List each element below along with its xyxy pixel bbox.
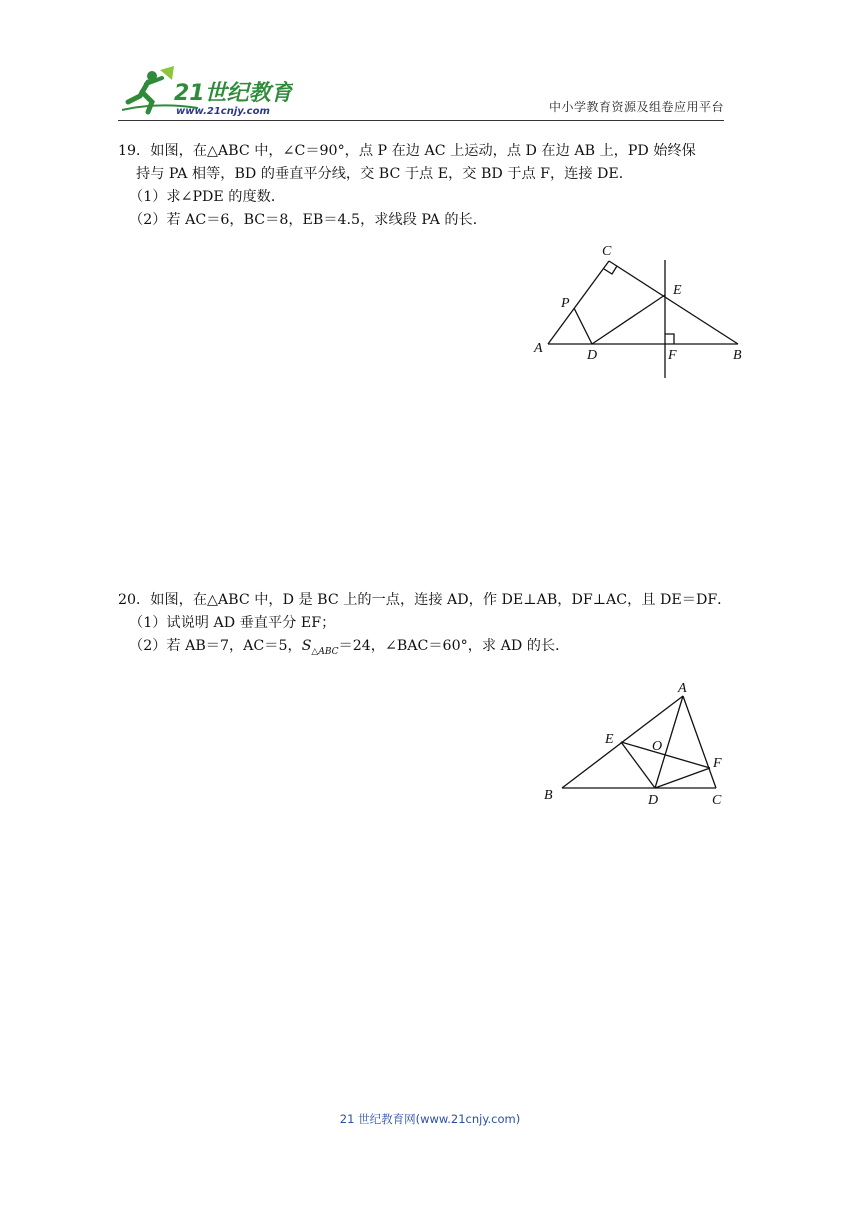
page-header: [118, 62, 724, 120]
q19-right-angle-f: [665, 334, 674, 344]
q20-label-f: F: [713, 756, 722, 771]
logo: [118, 62, 293, 118]
q20-label-e: E: [605, 732, 614, 747]
q20-segment-de: [621, 742, 655, 788]
q19-label-p: P: [561, 296, 570, 311]
q19-number: 19．: [118, 143, 151, 159]
q19-label-d: D: [587, 348, 598, 363]
q19-line1: [118, 140, 696, 163]
q19-label-f: F: [668, 348, 677, 363]
q20-part2-b: ＝24，∠BAC＝60°，求 AD 的长．: [338, 638, 570, 654]
q20-segment-ac: [683, 696, 716, 788]
q19-segment-cb: [609, 261, 738, 344]
q20-segment-df: [655, 768, 710, 788]
q19-label-b: B: [733, 348, 742, 363]
logo-url-text: www.21cnjy.com: [176, 106, 270, 117]
q20-area-subscript: △ABC: [311, 646, 339, 657]
q20-label-o: O: [652, 739, 663, 754]
q20-label-c: C: [712, 793, 722, 808]
q20-text-1: 如图，在△ABC 中，D 是 BC 上的一点，连接 AD，作 DE⊥AB，DF⊥AC，且 DE＝DF．: [150, 592, 732, 608]
logo-main-text: 21世纪教育: [174, 81, 293, 106]
q19-part2: （2）若 AC＝6，BC＝8，EB＝4.5，求线段 PA 的长．: [129, 212, 487, 228]
platform-name: 中小学教育资源及组卷应用平台: [548, 100, 724, 114]
q19-segment-de: [592, 295, 665, 344]
q20-part2-a: （2）若 AB＝7，AC＝5，: [129, 638, 302, 654]
q19-segment-ac: [548, 261, 609, 344]
q19-text-1: 如图，在△ABC 中，∠C＝90°，点 P 在边 AC 上运动，点 D 在边 AB 上，PD 始终保: [150, 143, 696, 159]
page-footer: 21 世纪教育网(www.21cnjy.com): [339, 1112, 521, 1126]
q19-label-e: E: [673, 283, 682, 298]
q20-label-a: A: [678, 681, 687, 696]
q20-line1: [118, 589, 731, 612]
q20-figure: [538, 676, 738, 811]
q20-label-b: B: [544, 788, 553, 803]
question-20: [118, 589, 731, 664]
q20-segment-ef: [621, 742, 710, 768]
q20-label-d: D: [648, 793, 659, 808]
q20-part1: （1）试说明 AD 垂直平分 EF；: [129, 615, 336, 631]
header-rule: [118, 120, 724, 121]
question-19: [118, 140, 696, 232]
q20-part2: [118, 635, 731, 664]
q19-label-c: C: [602, 244, 612, 259]
q19-figure: [528, 238, 753, 383]
q19-part1: （1）求∠PDE 的度数．: [129, 189, 286, 205]
q19-right-angle-c: [604, 266, 617, 274]
q19-line2: 持与 PA 相等，BD 的垂直平分线，交 BC 于点 E，交 BD 于点 F，连接 DE．: [136, 166, 633, 182]
q19-label-a: A: [534, 341, 543, 356]
q19-segment-pd: [574, 308, 592, 344]
q20-number: 20．: [118, 592, 151, 608]
q20-area-symbol: S: [301, 638, 312, 654]
